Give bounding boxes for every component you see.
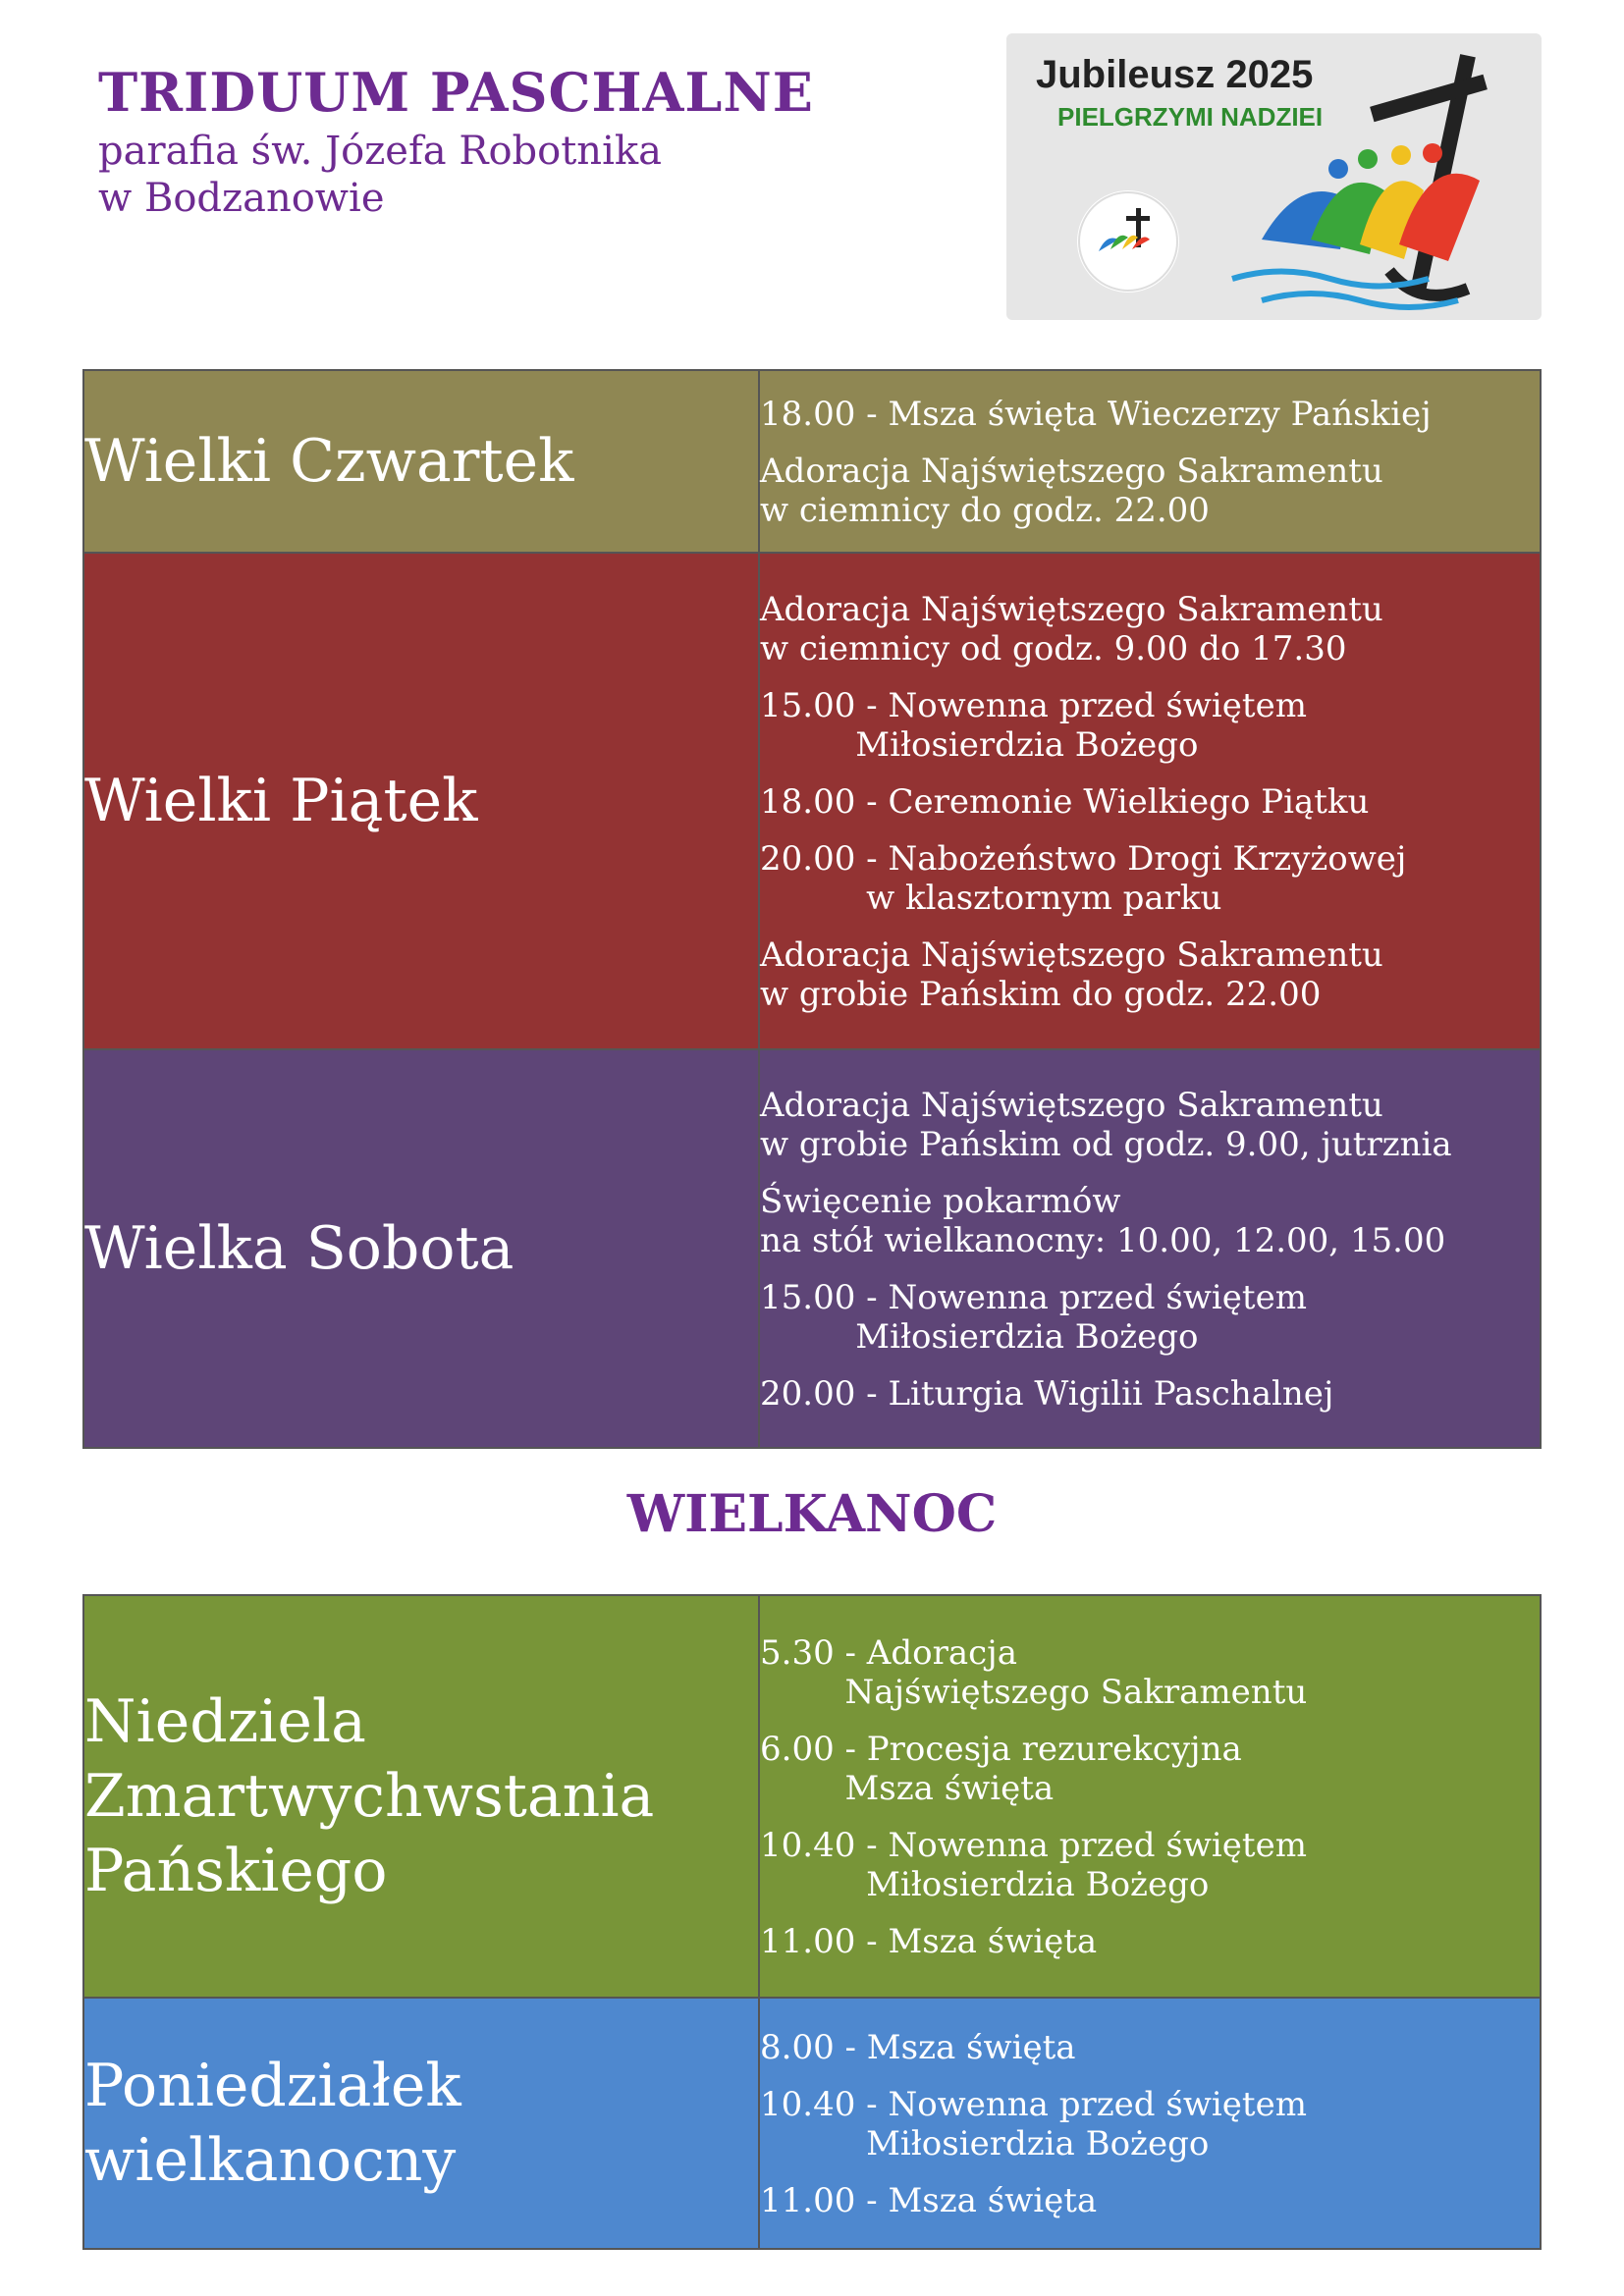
page-title: TRIDUUM PASCHALNE bbox=[98, 61, 814, 124]
day-name bbox=[83, 1595, 759, 1998]
schedule-event: 10.40 - Nowenna przed świętem Miłosierdzia Bożego bbox=[760, 2085, 1307, 2163]
schedule-event: 18.00 - Msza święta Wieczerzy Pańskiej bbox=[760, 395, 1432, 434]
schedule-event: Święcenie pokarmów na stół wielkanocny: 10.00, 12.00, 15.00 bbox=[760, 1182, 1446, 1260]
schedule-event: Adoracja Najświętszego Sakramentu w ciemnicy od godz. 9.00 do 17.30 bbox=[760, 590, 1383, 668]
easter-schedule-table bbox=[82, 1594, 1542, 2250]
jubilee-logo bbox=[1006, 33, 1542, 320]
events-cell bbox=[759, 1595, 1541, 1998]
day-name bbox=[83, 1998, 759, 2249]
day-name: Wielki Czwartek bbox=[83, 370, 759, 553]
logo-title: Jubileusz 2025 bbox=[1036, 53, 1314, 96]
day-name-line: wielkanocny bbox=[84, 2126, 457, 2195]
day-name-line: Pańskiego bbox=[84, 1837, 388, 1905]
schedule-event: Adoracja Najświętszego Sakramentu w ciemnicy do godz. 22.00 bbox=[760, 452, 1383, 530]
day-name-line: Zmartwychwstania bbox=[84, 1762, 655, 1831]
schedule-event: 5.30 - Adoracja Najświętszego Sakramentu bbox=[760, 1633, 1308, 1712]
events-cell bbox=[759, 1998, 1541, 2249]
table-row bbox=[83, 1998, 1541, 2249]
parish-location: w Bodzanowie bbox=[98, 176, 385, 221]
day-name-line: Poniedziałek bbox=[84, 2052, 461, 2120]
schedule-event: 11.00 - Msza święta bbox=[760, 2181, 1098, 2220]
schedule-event: 11.00 - Msza święta bbox=[760, 1922, 1098, 1961]
schedule-event: 20.00 - Nabożeństwo Drogi Krzyżowej w klasztornym parku bbox=[760, 839, 1407, 918]
triduum-schedule-table bbox=[82, 369, 1542, 1449]
table-row bbox=[83, 1049, 1541, 1448]
jubilee-2025-logo-icon bbox=[1222, 43, 1537, 318]
events-cell bbox=[759, 370, 1541, 553]
day-name: Wielka Sobota bbox=[83, 1049, 759, 1448]
events-cell bbox=[759, 553, 1541, 1049]
schedule-event: 15.00 - Nowenna przed świętem Miłosierdzia Bożego bbox=[760, 1278, 1307, 1357]
schedule-event: 20.00 - Liturgia Wigilii Paschalnej bbox=[760, 1374, 1334, 1414]
schedule-event: Adoracja Najświętszego Sakramentu w grobie Pańskim do godz. 22.00 bbox=[760, 935, 1383, 1014]
easter-heading: WIELKANOC bbox=[626, 1484, 998, 1544]
day-name-line: Niedziela bbox=[84, 1687, 366, 1756]
jubilee-seal-icon bbox=[1077, 190, 1179, 293]
schedule-event: 6.00 - Procesja rezurekcyjna Msza święta bbox=[760, 1730, 1242, 1808]
day-name: Wielki Piątek bbox=[83, 553, 759, 1049]
schedule-event: 18.00 - Ceremonie Wielkiego Piątku bbox=[760, 782, 1370, 822]
schedule-event: 15.00 - Nowenna przed świętem Miłosierdzia Bożego bbox=[760, 686, 1307, 765]
events-cell bbox=[759, 1049, 1541, 1448]
schedule-event: 8.00 - Msza święta bbox=[760, 2028, 1076, 2067]
logo-subtitle: PIELGRZYMI NADZIEI bbox=[1057, 102, 1324, 132]
parish-name: parafia św. Józefa Robotnika bbox=[98, 129, 662, 174]
table-row bbox=[83, 553, 1541, 1049]
schedule-event: 10.40 - Nowenna przed świętem Miłosierdzia Bożego bbox=[760, 1826, 1307, 1904]
table-row bbox=[83, 370, 1541, 553]
table-row bbox=[83, 1595, 1541, 1998]
schedule-event: Adoracja Najświętszego Sakramentu w grobie Pańskim od godz. 9.00, jutrznia bbox=[760, 1086, 1452, 1164]
